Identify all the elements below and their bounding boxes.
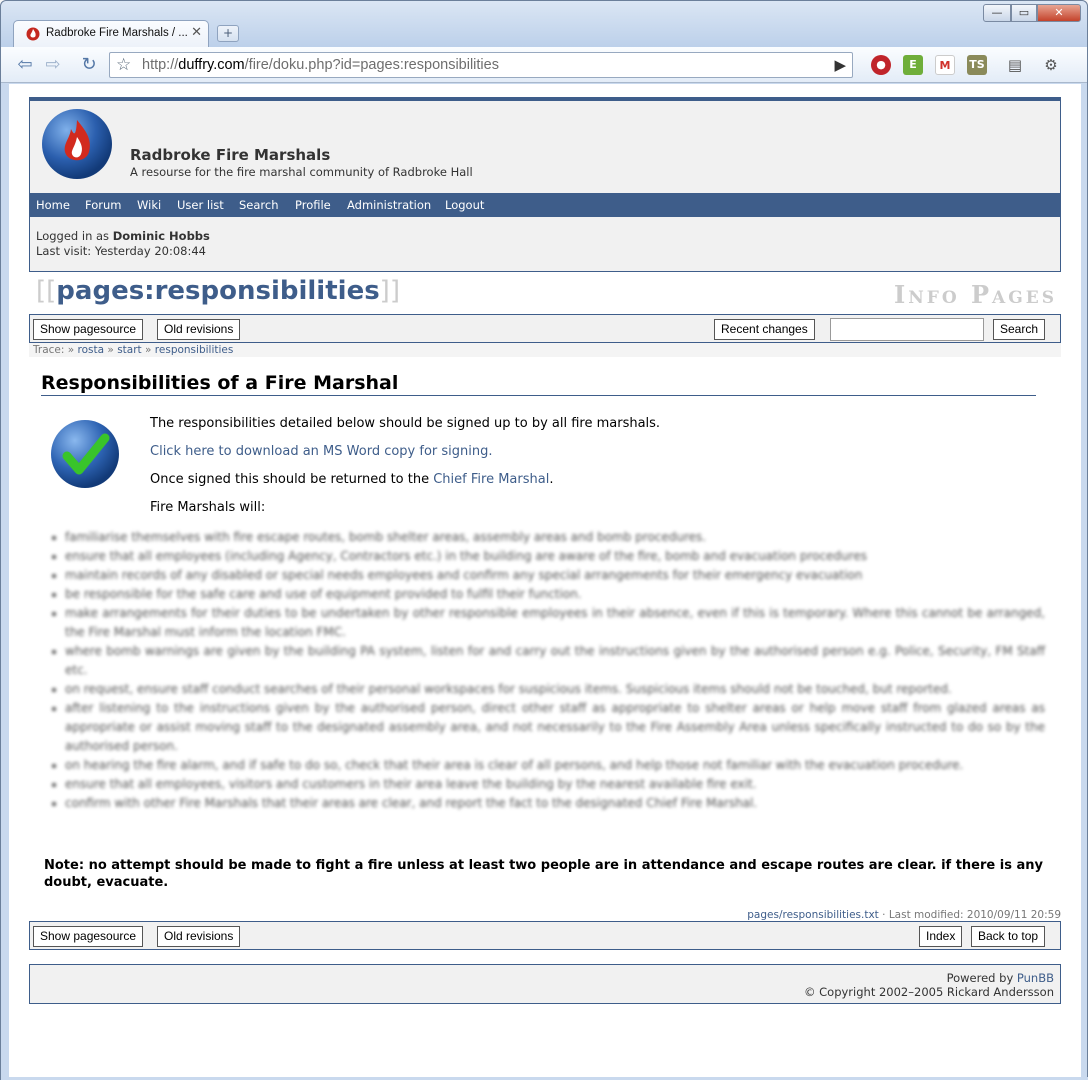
board-title: Radbroke Fire Marshals	[130, 146, 331, 164]
menu-wiki[interactable]: Wiki	[137, 198, 162, 212]
wiki-search-input[interactable]	[830, 318, 984, 341]
last-visit: Last visit: Yesterday 20:08:44	[36, 244, 206, 258]
list-item: after listening to the instructions given by the authorised person, direct other staff as appropriate to shelter areas or help move staff from glazed areas as appropriate or assist moving staff to the designated assembly area, and not necessarily to the Fire Assembly Area unless specifically instructed to do so by the authorised person.	[51, 699, 1045, 756]
minimize-button[interactable]: —	[983, 4, 1011, 22]
chief-fire-marshal-link[interactable]: Chief Fire Marshal	[433, 472, 550, 487]
index-button[interactable]: Index	[919, 926, 962, 947]
wiki-page-name[interactable]: [[pages:responsibilities]]	[36, 276, 400, 306]
crumb-start[interactable]: start	[117, 344, 142, 356]
list-item: on request, ensure staff conduct searches of their personal workspaces for suspicious items. Suspicious items should not be touched, but reported.	[51, 680, 1045, 699]
list-item: familiarise themselves with fire escape routes, bomb shelter areas, assembly areas and bomb procedures.	[51, 528, 1045, 547]
evernote-icon[interactable]: E	[903, 55, 923, 75]
crumb-rosta[interactable]: rosta	[77, 344, 105, 356]
tab-close-icon[interactable]: ✕	[191, 25, 202, 40]
flame-favicon-icon	[26, 27, 40, 41]
responsibilities-list	[51, 528, 1045, 813]
search-button[interactable]: Search	[993, 319, 1045, 340]
punbb-link[interactable]: PunBB	[1016, 971, 1054, 985]
checkmark-icon	[49, 418, 121, 490]
list-item: be responsible for the safe care and use of equipment provided to fulfil their function.	[51, 585, 1045, 604]
username: Dominic Hobbs	[112, 229, 210, 243]
show-pagesource-button-bottom[interactable]: Show pagesource	[33, 926, 143, 947]
maximize-button[interactable]: ▭	[1011, 4, 1037, 22]
list-item: maintain records of any disabled or special needs employees and confirm any special arrangements for their emergency evacuation	[51, 566, 1045, 585]
forum-footer	[29, 964, 1061, 1004]
list-item: confirm with other Fire Marshals that their areas are clear, and report the fact to the designated Chief Fire Marshal.	[51, 794, 1045, 813]
show-pagesource-button[interactable]: Show pagesource	[33, 319, 143, 340]
browser-toolbar	[1, 47, 1087, 83]
new-tab-button[interactable]: +	[217, 25, 239, 42]
tab-title: Radbroke Fire Marshals / ...	[46, 27, 188, 39]
marshals-will-label: Fire Marshals will:	[150, 500, 266, 515]
menu-search[interactable]: Search	[239, 198, 279, 212]
list-item: ensure that all employees, visitors and customers in their area leave the building by the nearest available fire exit.	[51, 775, 1045, 794]
forward-arrow-icon[interactable]: ⇨	[45, 54, 61, 75]
menu-profile[interactable]: Profile	[295, 198, 331, 212]
menu-user-list[interactable]: User list	[177, 198, 224, 212]
menu-forum[interactable]: Forum	[85, 198, 122, 212]
menu-administration[interactable]: Administration	[347, 198, 432, 212]
go-arrow-icon[interactable]: ▶	[834, 56, 846, 74]
board-description: A resourse for the fire marshal community of Radbroke Hall	[130, 165, 473, 179]
last-modified: pages/responsibilities.txt · Last modified: 2010/09/11 20:59	[747, 909, 1061, 921]
main-menu	[30, 193, 1060, 217]
close-window-button[interactable]: ✕	[1037, 4, 1081, 22]
fire-logo-icon	[40, 107, 114, 181]
reload-icon[interactable]: ↻	[81, 54, 97, 75]
page-viewport	[9, 84, 1081, 1077]
wiki-bottom-bar	[29, 921, 1061, 950]
menu-logout[interactable]: Logout	[445, 198, 485, 212]
return-paragraph: Once signed this should be returned to the Chief Fire Marshal.	[150, 472, 554, 487]
old-revisions-button[interactable]: Old revisions	[157, 319, 240, 340]
bookmark-star-icon[interactable]: ☆	[116, 55, 132, 75]
list-item: ensure that all employees (including Agency, Contractors etc.) in the building are aware of the fire, bomb and evacuation procedures	[51, 547, 1045, 566]
recent-changes-button[interactable]: Recent changes	[714, 319, 815, 340]
copyright: © Copyright 2002–2005 Rickard Andersson	[803, 985, 1054, 999]
lastpass-icon[interactable]: ●	[871, 55, 891, 75]
ts-icon[interactable]: TS	[967, 55, 987, 75]
browser-tab[interactable]	[13, 20, 209, 47]
login-status: Logged in as Dominic Hobbs Last visit: Yesterday 20:08:44	[36, 229, 210, 258]
old-revisions-button-bottom[interactable]: Old revisions	[157, 926, 240, 947]
powered-by: Powered by PunBB © Copyright 2002–2005 Rickard Andersson	[803, 971, 1054, 999]
back-to-top-button[interactable]: Back to top	[971, 926, 1045, 947]
section-label: Info Pages	[894, 280, 1057, 309]
source-file-link[interactable]: pages/responsibilities.txt	[747, 909, 879, 921]
warning-note: Note: no attempt should be made to fight a fire unless at least two people are in attendance and escape routes are clear. if there is any doubt, evacuate.	[44, 858, 1043, 890]
breadcrumb: Trace: » rosta » start » responsibilities	[33, 344, 234, 356]
url-text[interactable]: http://duffry.com/fire/doku.php?id=pages:responsibilities	[142, 57, 499, 73]
intro-paragraph: The responsibilities detailed below should be signed up to by all fire marshals.	[150, 416, 661, 431]
page-menu-icon[interactable]: ▤	[1007, 56, 1023, 74]
menu-home[interactable]: Home	[36, 198, 70, 212]
list-item: where bomb warnings are given by the building PA system, listen for and carry out the instructions given by the authorised person e.g. Police, Security, FM Staff etc.	[51, 642, 1045, 680]
crumb-responsibilities[interactable]: responsibilities	[154, 344, 234, 356]
gmail-icon[interactable]: M	[935, 55, 955, 75]
title-bar	[1, 1, 1087, 47]
list-item: make arrangements for their duties to be undertaken by other responsible employees in their absence, even if this is temporary. Where this cannot be arranged, the Fire Marshal must inform the location FMC.	[51, 604, 1045, 642]
address-bar[interactable]	[109, 52, 853, 78]
page-heading: Responsibilities of a Fire Marshal	[41, 372, 399, 394]
forum-header	[29, 97, 1061, 272]
wiki-top-bar	[29, 314, 1061, 343]
list-item: on hearing the fire alarm, and if safe to do so, check that their area is clear of all persons, and help those not familiar with the evacuation procedure.	[51, 756, 1045, 775]
back-arrow-icon[interactable]: ⇦	[17, 54, 33, 75]
download-word-link[interactable]: Click here to download an MS Word copy for signing.	[150, 444, 493, 459]
wrench-menu-icon[interactable]: ⚙	[1044, 56, 1058, 74]
